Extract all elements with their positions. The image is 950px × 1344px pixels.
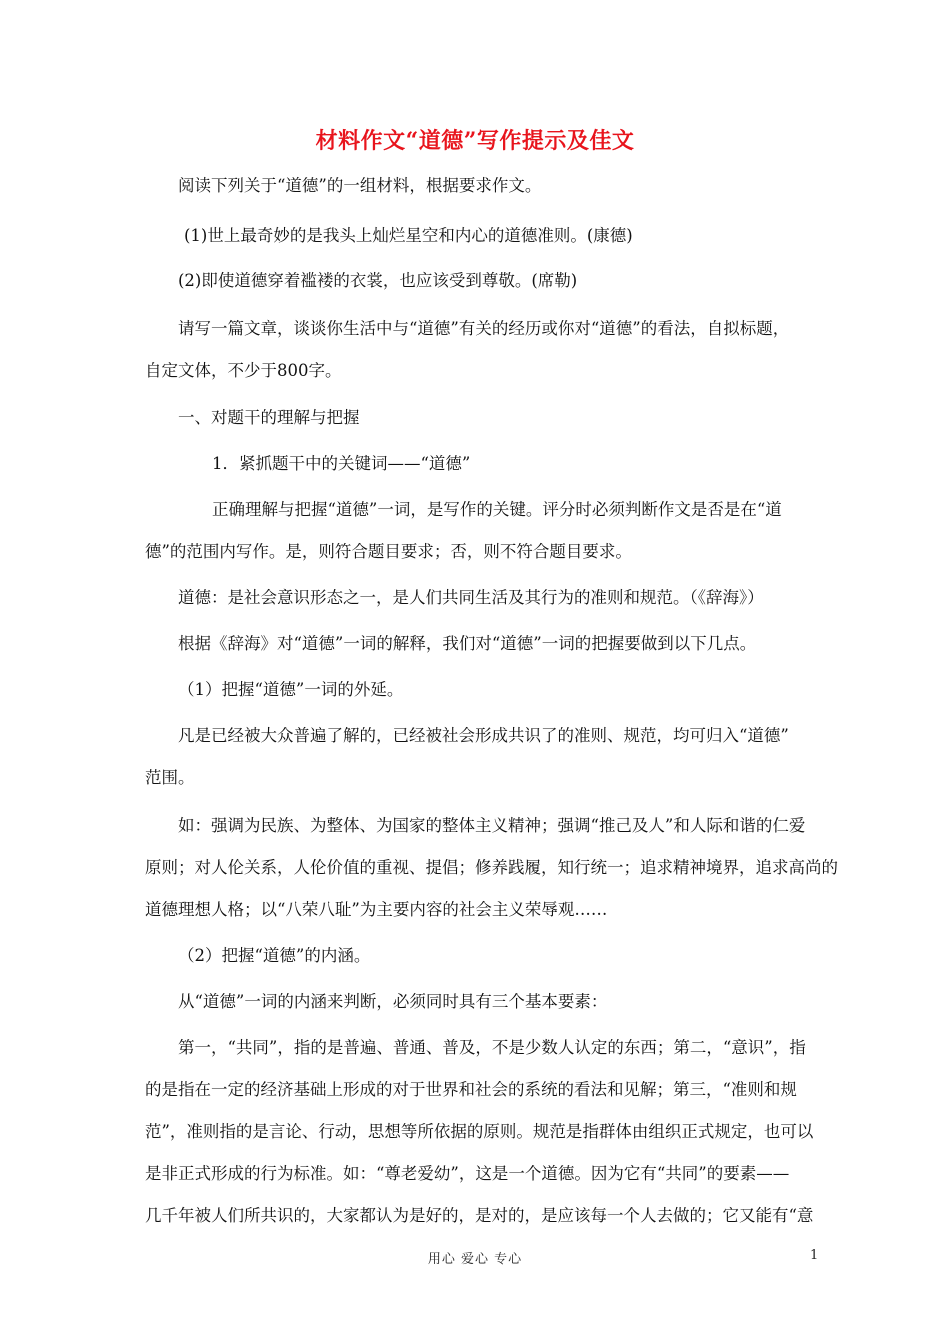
paragraph-line: (1)世上最奇妙的是我头上灿烂星空和内心的道德准则。(康德) (184, 226, 633, 245)
section-heading: 一、对题干的理解与把握 (178, 408, 360, 427)
paragraph-line: (2)即使道德穿着褴褛的衣裳，也应该受到尊敬。(席勒) (178, 271, 578, 290)
paragraph-line: （1）把握“道德”一词的外延。 (178, 680, 404, 699)
paragraph-line: 的是指在一定的经济基础上形成的对于世界和社会的系统的看法和见解；第三，“准则和规 (145, 1080, 797, 1099)
paragraph-line: 根据《辞海》对“道德”一词的解释，我们对“道德”一词的把握要做到以下几点。 (178, 634, 757, 653)
document-title: 材料作文“道德”写作提示及佳文 (315, 128, 635, 154)
paragraph-line: 自定文体，不少于800字。 (145, 361, 342, 380)
paragraph-line: 道德理想人格；以“八荣八耻”为主要内容的社会主义荣辱观…… (145, 900, 608, 919)
subsection-heading: 1．紧抓题干中的关键词——“道德” (212, 454, 471, 473)
paragraph-line: 如：强调为民族、为整体、为国家的整体主义精神；强调“推己及人”和人际和谐的仁爱 (178, 816, 806, 835)
paragraph-line: 原则；对人伦关系，人伦价值的重视、提倡；修养践履，知行统一；追求精神境界，追求高尚的 (145, 858, 838, 877)
paragraph-line: 道德：是社会意识形态之一，是人们共同生活及其行为的准则和规范。（《辞海》） (178, 588, 764, 607)
paragraph-line: 德”的范围内写作。是，则符合题目要求；否，则不符合题目要求。 (145, 542, 632, 561)
paragraph-line: 请写一篇文章，谈谈你生活中与“道德”有关的经历或你对“道德”的看法，自拟标题， (178, 319, 790, 338)
paragraph-line: 范围。 (145, 768, 195, 787)
paragraph-line: 范”，准则指的是言论、行动，思想等所依据的原则。规范是指群体由组织正式规定，也可以 (145, 1122, 814, 1141)
page-footer: 用心 爱心 专心 (427, 1252, 523, 1267)
paragraph-line: 凡是已经被大众普遍了解的，已经被社会形成共识了的准则、规范，均可归入“道德” (178, 726, 789, 745)
paragraph-line: 第一，“共同”，指的是普遍、普通、普及，不是少数人认定的东西；第二，“意识”，指 (178, 1038, 806, 1057)
paragraph-line: 从“道德”一词的内涵来判断，必须同时具有三个基本要素： (178, 992, 608, 1011)
paragraph-line: 是非正式形成的行为标准。如：“尊老爱幼”，这是一个道德。因为它有“共同”的要素—— (145, 1164, 790, 1183)
paragraph-line: 几千年被人们所共识的，大家都认为是好的，是对的，是应该每一个人去做的；它又能有“意 (145, 1206, 814, 1225)
paragraph-line: 阅读下列关于“道德”的一组材料，根据要求作文。 (178, 176, 542, 195)
paragraph-line: （2）把握“道德”的内涵。 (178, 946, 371, 965)
paragraph-line: 正确理解与把握“道德”一词，是写作的关键。评分时必须判断作文是否是在“道 (212, 500, 782, 519)
page-number: 1 (810, 1248, 819, 1263)
